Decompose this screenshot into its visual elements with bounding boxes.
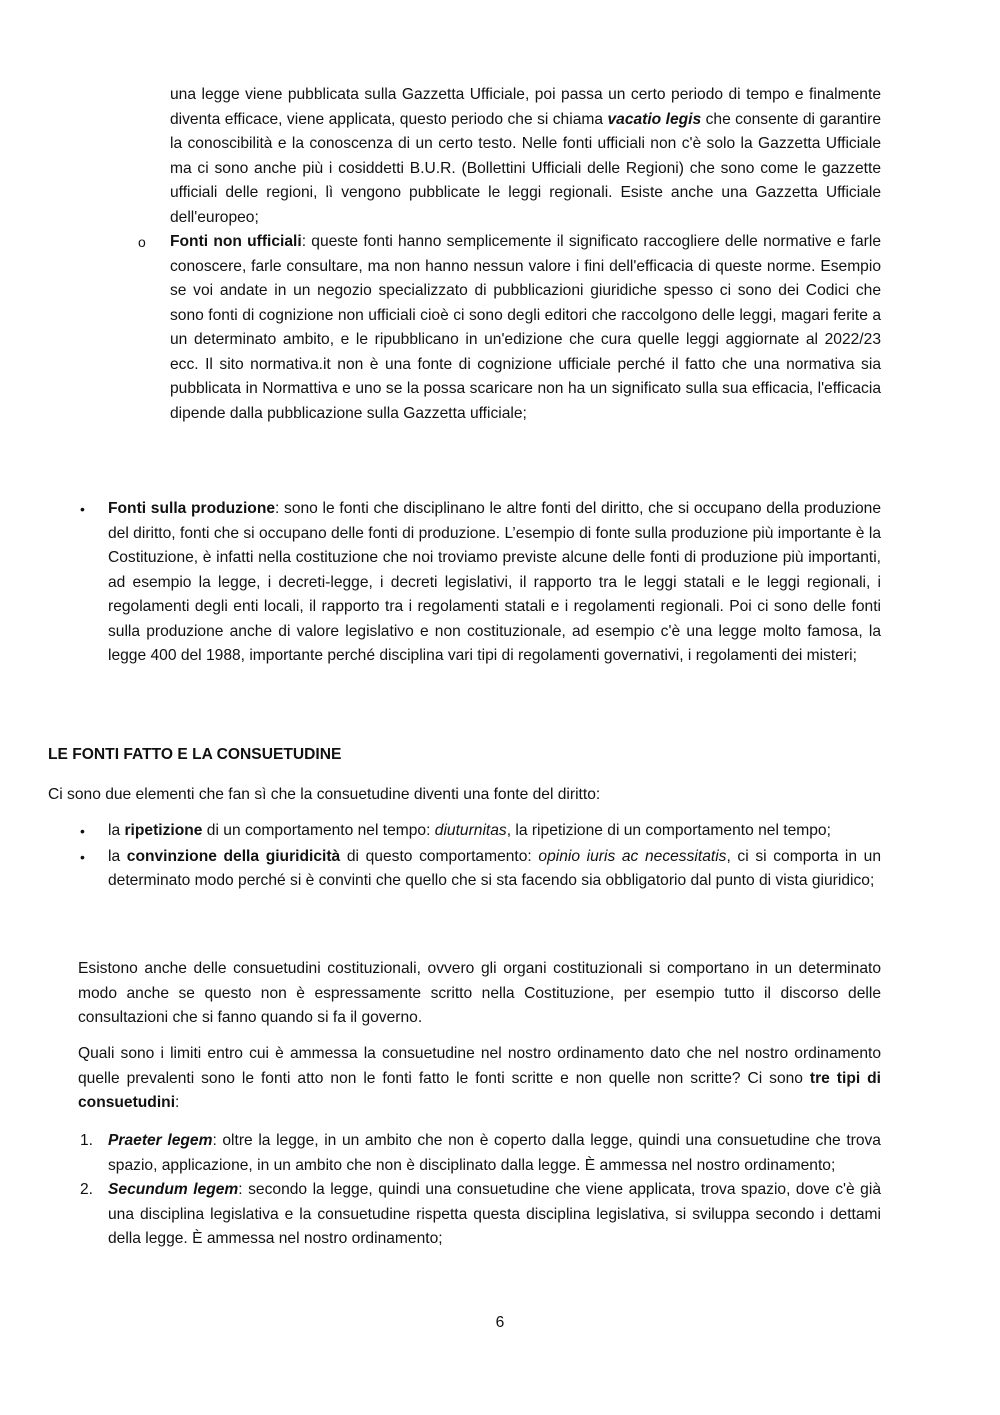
- vacatio-legis-term: vacatio legis: [607, 110, 702, 128]
- bullet-list: [0, 497, 1000, 669]
- list-item-body: : secondo la legge, quindi una consuetudine che viene applicata, trova spazio, dove c'è già una disciplina legislativa e la consuetudine rispetta questa disciplina legislativa, si sviluppa secondo i dettami della legge. È ammessa nel nostro ordinamento;: [108, 1181, 881, 1247]
- latin-term: diuturnitas: [434, 822, 507, 839]
- elements-list: [0, 819, 1000, 894]
- sub-item-body: : queste fonti hanno semplicemente il significato raccogliere delle normative e farle conoscere, farle consultare, ma non hanno nessun valore i fini dell'efficacia di queste norme. Esempio se voi andate in un negozio specializzato di pubblicazioni giuridiche spesso ci sono dei Codici che sono fonti di cognizione non ufficiali cioè ci sono degli editori che raccolgono delle leggi, magari ferite a un determinato ambito, e le ripubblicano in un'edizione che cura quelle leggi aggiornate al 2022/23 ecc. Il sito normativa.it non è una fonte di cognizione ufficiale perché il fatto che una normativa sia pubblicata in Normattiva e uno se la possa scaricare non ha un significato sulla sua efficacia, l'efficacia dipende dalla pubblicazione sulla Gazzetta ufficiale;: [170, 233, 881, 422]
- continuation-text-pre: una legge viene pubblicata sulla Gazzetta Ufficiale, poi passa un certo periodo di tempo e finalmente diventa efficace, viene applicata, questo periodo che si chiama: [170, 86, 881, 128]
- sub-item-label: Fonti non ufficiali: [170, 233, 302, 250]
- intro-paragraph: Ci sono due elementi che fan sì che la consuetudine diventi una fonte del diritto:: [48, 786, 601, 803]
- list-item-text: [108, 1178, 881, 1252]
- sub-list-item-fonti-non-ufficiali: [0, 230, 1000, 426]
- latin-term: opinio iuris ac necessitatis: [538, 847, 727, 865]
- text-fragment: la: [108, 822, 125, 839]
- list-item-text: [108, 1129, 881, 1178]
- text-fragment: di un comportamento nel tempo:: [202, 822, 435, 839]
- sub-list: [0, 230, 1000, 426]
- list-item-convinzione: [0, 845, 1000, 894]
- bullet-icon: •: [80, 501, 85, 517]
- circle-bullet-icon: o: [138, 234, 146, 250]
- text-fragment: , ci si comporta in un determinato modo perché si è convinti che quello che si sta facendo sia obbligatorio dal punto di vista giuridico;: [108, 847, 881, 889]
- bold-term: tre tipi di consuetudini: [78, 1069, 881, 1111]
- text-fragment: , la ripetizione di un comportamento nel tempo;: [506, 822, 831, 839]
- numbered-list: [0, 1129, 1000, 1252]
- page-number: 6: [495, 1314, 505, 1331]
- text-fragment: la: [108, 847, 127, 865]
- list-number: 2.: [80, 1181, 94, 1198]
- paragraph-limiti: [78, 1042, 881, 1116]
- bold-term: ripetizione: [124, 822, 203, 839]
- section-heading: LE FONTI FATTO E LA CONSUETUDINE: [48, 746, 342, 763]
- list-number: 1.: [80, 1132, 94, 1149]
- bullet-icon: •: [80, 823, 85, 839]
- ufficiali-continuation-paragraph: [170, 83, 881, 230]
- list-item-label: Fonti sulla produzione: [108, 500, 276, 517]
- bold-term: convinzione della giuridicità: [126, 847, 341, 865]
- list-item-fonti-produzione: [0, 497, 1000, 669]
- paragraph-consuetudini-costituzionali: Esistono anche delle consuetudini costituzionali, ovvero gli organi costituzionali si comportano in un determinato modo anche se questo non è espressamente scritto nella Costituzione, per esempio tutto il discorso delle consultazioni che si fanno quando si fa il governo.: [78, 960, 881, 1026]
- list-item-text: [108, 845, 881, 894]
- list-item-body: : oltre la legge, in un ambito che non è coperto dalla legge, quindi una consuetudine che trova spazio, applicazione, in un ambito che non è disciplinato dalla legge. È ammessa nel nostro ordinamento;: [108, 1132, 881, 1174]
- list-item-text: [108, 819, 881, 844]
- text-fragment: di questo comportamento:: [340, 847, 539, 865]
- text-fragment: Quali sono i limiti entro cui è ammessa la consuetudine nel nostro ordinamento dato che nel nostro ordinamento quelle prevalenti sono le fonti atto non le fonti fatto le fonti scritte e non quelle non scritte? Ci sono: [78, 1045, 881, 1087]
- text-fragment: :: [175, 1094, 180, 1111]
- sub-item-text: [170, 230, 881, 426]
- list-item-praeter-legem: [0, 1129, 1000, 1178]
- bullet-icon: •: [80, 848, 85, 865]
- list-item-body: : sono le fonti che disciplinano le altre fonti del diritto, che si occupano della produzione del diritto, fonti che si occupano delle fonti di produzione. L’esempio di fonte sulla produzione più importante è la Costituzione, è infatti nella costituzione che noi troviamo previste alcune delle fonti di produzione più importanti, ad esempio la legge, i decreti-legge, i decreti legislativi, il rapporto tra le leggi statali e le leggi regionali, i regolamenti degli enti locali, il rapporto tra i regolamenti statali e i regolamenti regionali. Poi ci sono delle fonti sulla produzione anche di valore legislativo e non costituzionale, ad esempio c'è una legge molto famosa, la legge 400 del 1988, importante perché disciplina vari tipi di regolamenti governativi, i regolamenti dei misteri;: [108, 500, 882, 664]
- list-item-secundum-legem: [0, 1178, 1000, 1252]
- list-item-text: [108, 497, 881, 669]
- continuation-text-post: che consente di garantire la conoscibilità e la conoscenza di un certo testo. Nelle fonti ufficiali non c'è solo la Gazzetta Ufficiale ma ci sono anche più i cosiddetti B.U.R. (Bollettini Ufficiali delle Regioni) che sono come le gazzette ufficiali delle regioni, lì vengono pubblicate le leggi regionali. Esiste anche una Gazzetta Ufficiale dell'europeo;: [170, 110, 881, 226]
- list-item-ripetizione: [0, 819, 1000, 844]
- list-item-label: Praeter legem: [108, 1132, 213, 1149]
- list-item-label: Secundum legem: [108, 1181, 239, 1198]
